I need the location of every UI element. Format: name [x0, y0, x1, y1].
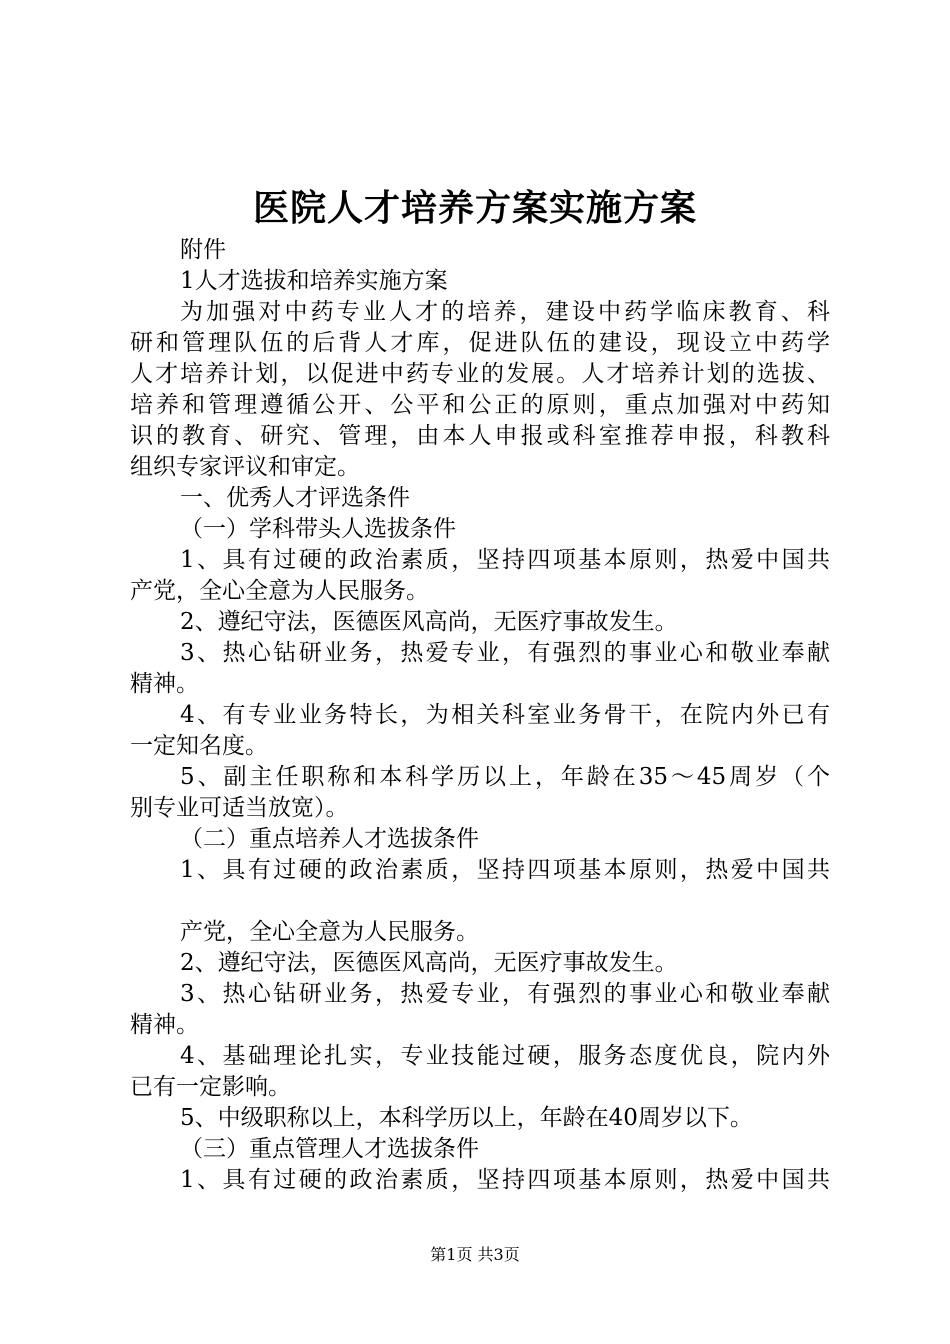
text-line: 已有一定影响。: [130, 1074, 291, 1100]
text-line: 4、有专业业务特长，为相关科室业务骨干，在院内外已有: [180, 702, 830, 728]
text-line: 1人才选拔和培养实施方案: [180, 268, 448, 294]
text-line: 4、基础理论扎实，专业技能过硬，服务态度优良，院内外: [180, 1043, 830, 1069]
text-line: 别专业可适当放宽）。: [130, 795, 349, 821]
page-number-footer: 第1页 共3页: [430, 1245, 520, 1264]
text-line: 2、遵纪守法，医德医风高尚，无医疗事故发生。: [180, 950, 678, 976]
text-line: 5、中级职称以上，本科学历以上，年龄在40周岁以下。: [180, 1105, 753, 1131]
section-heading: 一、优秀人才评选条件: [180, 485, 410, 511]
subsection-heading: （二）重点培养人才选拔条件: [180, 826, 479, 852]
text-line: 培养和管理遵循公开、公平和公正的原则，重点加强对中药知: [130, 392, 830, 418]
text-line: 精神。: [130, 671, 199, 697]
text-line: 3、热心钻研业务，热爱专业，有强烈的事业心和敬业奉献: [180, 640, 830, 666]
text-line: 人才培养计划，以促进中药专业的发展。人才培养计划的选拔、: [130, 361, 830, 387]
text-line: 产党，全心全意为人民服务。: [180, 919, 479, 945]
text-line: 精神。: [130, 1012, 199, 1038]
text-line: 附件: [180, 237, 226, 263]
text-line: 研和管理队伍的后背人才库，促进队伍的建设，现设立中药学: [130, 330, 830, 356]
text-line: 产党，全心全意为人民服务。: [130, 578, 429, 604]
subsection-heading: （三）重点管理人才选拔条件: [180, 1136, 479, 1162]
text-line: 1、具有过硬的政治素质，坚持四项基本原则，热爱中国共: [180, 857, 830, 883]
text-line: 5、副主任职称和本科学历以上，年龄在35～45周岁（个: [180, 764, 830, 790]
text-line: 2、遵纪守法，医德医风高尚，无医疗事故发生。: [180, 609, 678, 635]
text-line: 为加强对中药专业人才的培养，建设中药学临床教育、科: [180, 299, 830, 325]
text-line: 识的教育、研究、管理，由本人申报或科室推荐申报，科教科: [130, 423, 830, 449]
text-line: 3、热心钻研业务，热爱专业，有强烈的事业心和敬业奉献: [180, 981, 830, 1007]
subsection-heading: （一）学科带头人选拔条件: [180, 516, 456, 542]
text-line: 1、具有过硬的政治素质，坚持四项基本原则，热爱中国共: [180, 1167, 830, 1193]
text-line: 1、具有过硬的政治素质，坚持四项基本原则，热爱中国共: [180, 547, 830, 573]
document-title: 医院人才培养方案实施方案: [252, 187, 697, 229]
text-line: 组织专家评议和审定。: [130, 454, 360, 480]
text-line: 一定知名度。: [130, 733, 268, 759]
